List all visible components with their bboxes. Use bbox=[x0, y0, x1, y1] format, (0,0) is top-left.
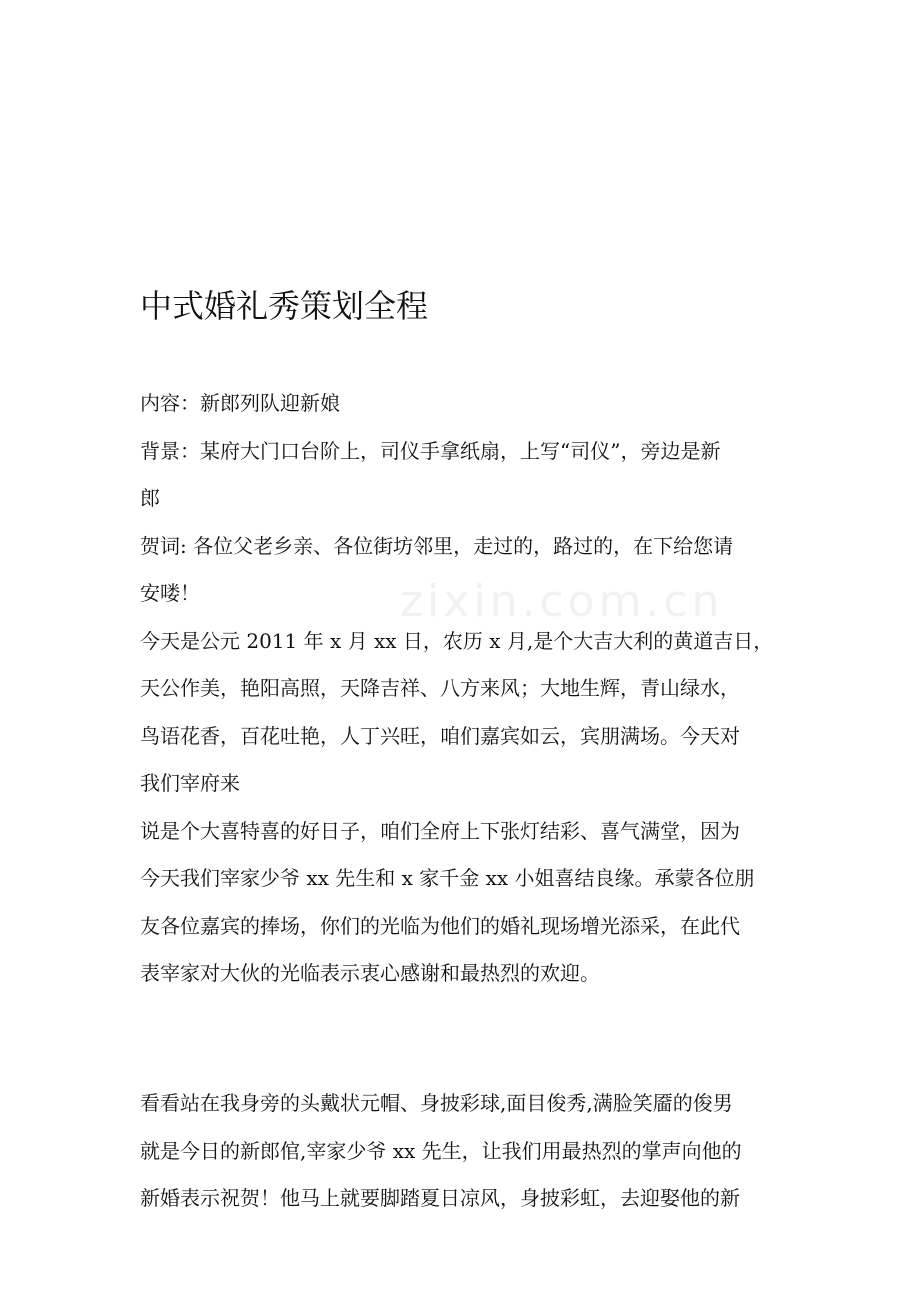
document-title: 中式婚礼秀策划全程 bbox=[140, 287, 429, 325]
text-line: 今天是公元 2011 年 x 月 xx 日，农历 x 月,是个大吉大利的黄道吉日， bbox=[140, 628, 774, 653]
text-line: 说是个大喜特喜的好日子，咱们全府上下张灯结彩、喜气满堂，因为 bbox=[140, 818, 740, 843]
text-line: 背景：某府大门口台阶上，司仪手拿纸扇，上写“司仪”，旁边是新 bbox=[140, 438, 721, 463]
text-line: 就是今日的新郎倌,宰家少爷 xx 先生，让我们用最热烈的掌声向他的 bbox=[140, 1138, 742, 1163]
text-line: 新婚表示祝贺！他马上就要脚踏夏日凉风，身披彩虹，去迎娶他的新 bbox=[140, 1186, 740, 1210]
text-line: 鸟语花香，百花吐艳，人丁兴旺，咱们嘉宾如云，宾朋满场。今天对 bbox=[140, 723, 740, 748]
watermark: zixin.com.cn bbox=[400, 576, 724, 627]
text-line: 内容：新郎列队迎新娘 bbox=[140, 391, 340, 415]
document-body-continued bbox=[140, 1080, 785, 1223]
text-line: 表宰家对大伙的光临表示衷心感谢和最热烈的欢迎。 bbox=[140, 961, 600, 985]
text-line: 我们宰府来 bbox=[140, 771, 240, 795]
document-body bbox=[140, 380, 785, 998]
text-line: 安喽！ bbox=[140, 581, 200, 605]
text-line: 今天我们宰家少爷 xx 先生和 x 家千金 xx 小姐喜结良缘。承蒙各位朋 bbox=[140, 866, 755, 890]
text-line: 看看站在我身旁的头戴状元帽、身披彩球,面目俊秀,满脸笑靥的俊男 bbox=[140, 1091, 733, 1115]
text-line: 郎 bbox=[140, 486, 160, 510]
text-line: 友各位嘉宾的捧场，你们的光临为他们的婚礼现场增光添采，在此代 bbox=[140, 913, 740, 938]
text-line: 贺词: 各位父老乡亲、各位街坊邻里，走过的，路过的，在下给您请 bbox=[140, 533, 734, 558]
text-line: 天公作美，艳阳高照，天降吉祥、八方来风；大地生辉，青山绿水， bbox=[140, 676, 740, 700]
